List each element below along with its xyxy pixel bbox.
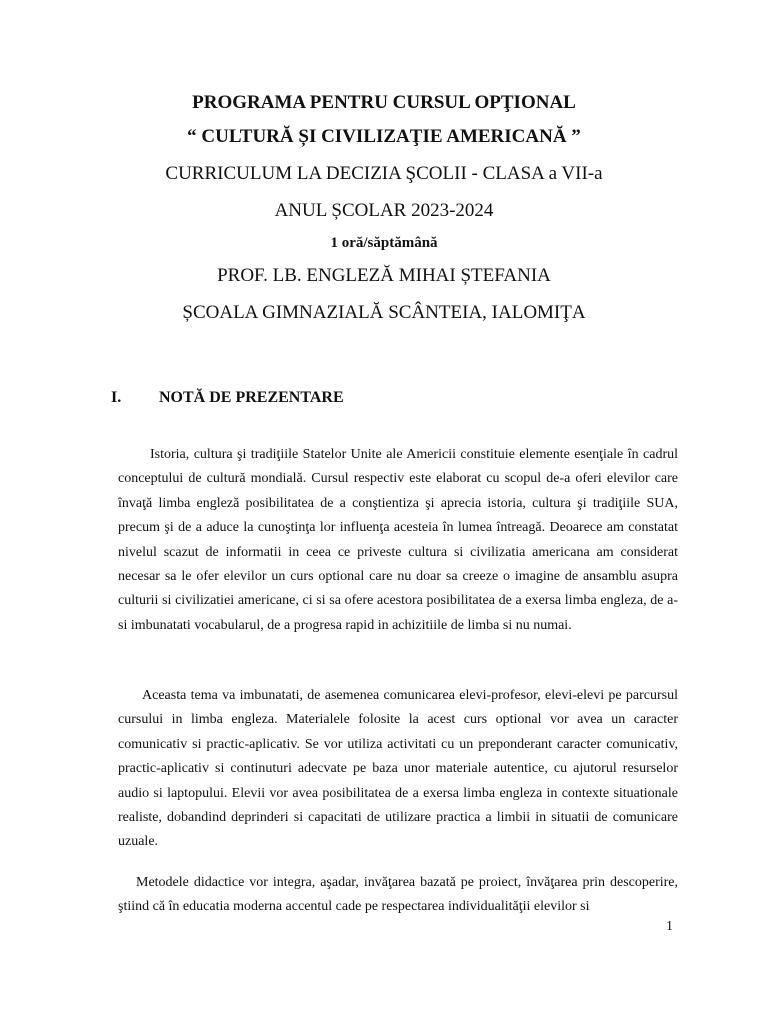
paragraph: Metodele didactice vor integra, aşadar, invăţarea bazată pe proiect, învăţarea prin descoperire, ştiind că în educatia moderna accentul cade pe respectarea individualităţii elevilor si bbox=[118, 875, 678, 915]
paragraph: Istoria, cultura şi tradiţiile Statelor Unite ale Americii constituie elemente esenţiale în cadrul conceptului de cultură mondială. Cursul respectiv este elaborat cu scopul de-a oferi elevilor care învaţă limba engleză posibilitatea de a conştientiza şi aprecia istoria, cultura şi tradiţiile SUA, precum şi de a aduce la cunoştinţa lor influenţa acesteia în lumea întreagă. Deoarece am constatat nivelul scazut de informatii in ceea ce priveste cultura si civilizatia americana am considerat necesar sa le ofer elevilor un curs optional care nu doar sa creeze o imagine de ansamblu asupra culturii si civilizatiei americane, ci si sa ofere acestora posibilitatea de a exersa limba engleza, de a-si imbunatati vocabularul, de a progresa rapid in achizitiile de limba si nu numai. bbox=[118, 447, 678, 633]
section-title: NOTĂ DE PREZENTARE bbox=[159, 389, 344, 406]
section-number: I. bbox=[111, 389, 122, 406]
title-line-course: “ CULTURĂ ȘI CIVILIZAŢIE AMERICANĂ ” bbox=[187, 126, 581, 147]
paragraph: Aceasta tema va imbunatati, de asemenea comunicarea elevi-profesor, elevi-elevi pe parcursul cursului in limba engleza. Materialele folosite la acest curs optional vor avea un caracter comunicativ si practic-aplicativ. Se vor utiliza activitati cu un preponderant caracter comunicativ, practic-aplicativ si continuturi adecvate pe baza unor materiale autentice, cu ajutorul resurselor audio si laptopului. Elevii vor avea posibilitatea de a exersa limba engleza in contexte situationale realiste, dobandind deprinderi si capacitati de utilizare practica a limbii in situatii de comunicare uzuale. bbox=[118, 688, 678, 850]
school-line: ȘCOALA GIMNAZIALĂ SCÂNTEIA, IALOMIŢA bbox=[182, 302, 586, 323]
title-line-program: PROGRAMA PENTRU CURSUL OPŢIONAL bbox=[192, 92, 576, 113]
author-line: PROF. LB. ENGLEZĂ MIHAI ȘTEFANIA bbox=[217, 265, 551, 286]
page-number: 1 bbox=[666, 919, 673, 934]
subtitle-hours: 1 oră/săptămână bbox=[330, 235, 438, 251]
subtitle-school-year: ANUL ȘCOLAR 2023-2024 bbox=[274, 200, 494, 221]
subtitle-curriculum: CURRICULUM LA DECIZIA ŞCOLII - CLASA a VII-a bbox=[165, 163, 603, 184]
